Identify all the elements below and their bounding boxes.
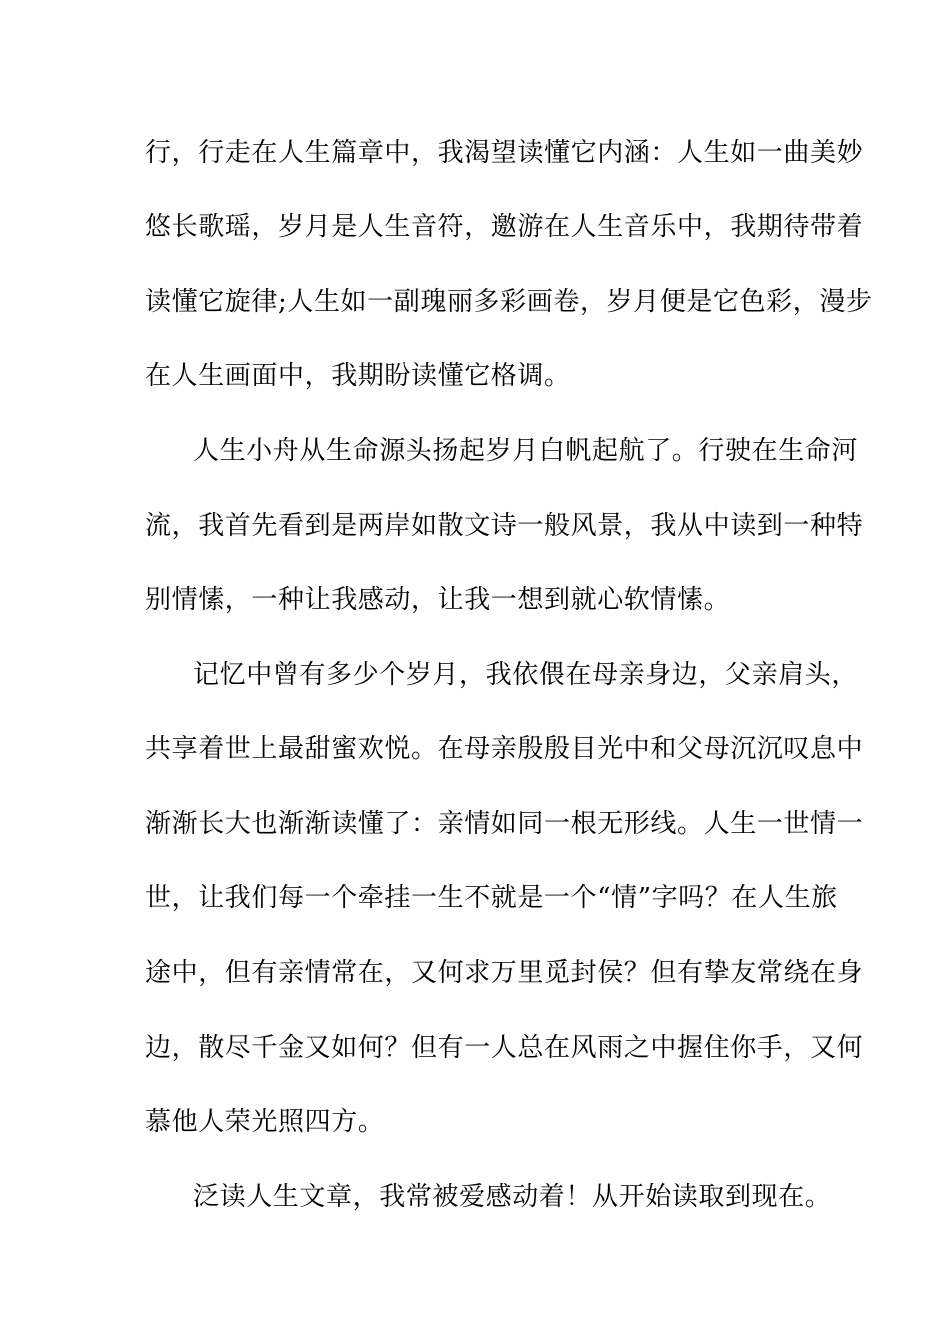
text-line: 行，行走在人生篇章中，我渴望读懂它内涵：人生如一曲美妙: [145, 138, 864, 168]
text-line: 共享着世上最甜蜜欢悦。在母亲殷殷目光中和父母沉沉叹息中: [145, 734, 864, 764]
text-line: 途中，但有亲情常在，又何求万里觅封侯？但有挚友常绕在身: [145, 958, 864, 988]
text-line: 渐渐长大也渐渐读懂了：亲情如同一根无形线。人生一世情一: [145, 809, 864, 839]
paragraph-first-line: 泛读人生文章，我常被爱感动着！从开始读取到现在。: [193, 1182, 832, 1212]
text-line: 边，散尽千金又如何？但有一人总在风雨之中握住你手，又何: [145, 1033, 864, 1063]
text-line: 读懂它旋律;人生如一副瑰丽多彩画卷，岁月便是它色彩，漫步: [145, 287, 873, 317]
text-line: 流，我首先看到是两岸如散文诗一般风景，我从中读到一种特: [145, 511, 864, 541]
paragraph-first-line: 记忆中曾有多少个岁月，我依偎在母亲身边，父亲肩头，: [193, 660, 859, 690]
text-line: 悠长歌瑶，岁月是人生音符，邀游在人生音乐中，我期待带着: [145, 212, 864, 242]
text-line: 世，让我们每一个牵挂一生不就是一个“情”字吗？在人生旅: [145, 883, 838, 913]
paragraph-first-line: 人生小舟从生命源头扬起岁月白帆起航了。行驶在生命河: [193, 436, 859, 466]
text-line: 别情愫，一种让我感动，让我一想到就心软情愫。: [145, 585, 731, 615]
text-line: 慕他人荣光照四方。: [145, 1107, 385, 1137]
text-line: 在人生画面中，我期盼读懂它格调。: [145, 361, 571, 391]
